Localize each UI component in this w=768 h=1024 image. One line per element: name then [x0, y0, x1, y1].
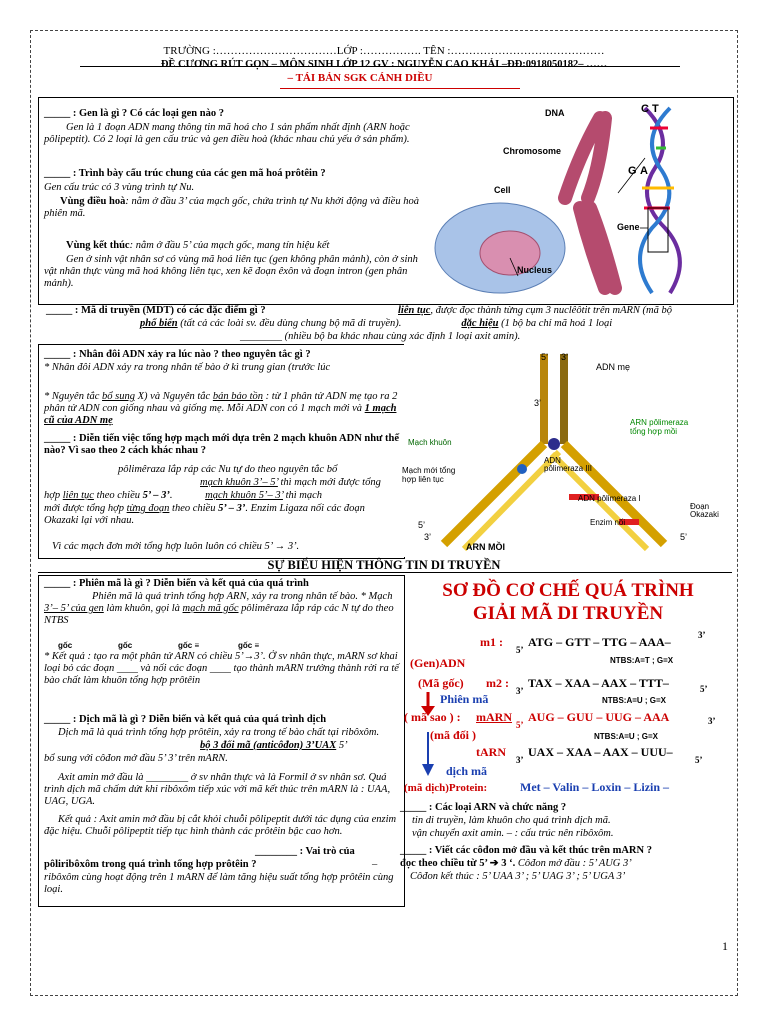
- discontinuous-label: từng đoạn: [126, 503, 170, 514]
- termination-text: : nằm ở đầu 5’ của mạch gốc, mang tín hiệu kết: [129, 240, 330, 251]
- start-amino-acid: Axit amin mở đầu là ________ ở sv nhân thực và là Formil ở sv nhân sơ. Quá trình dịch mã chấm dứt khi ribôxôm tiếp xúc với mã kết thúc trên mARN là : UAA, UAG, UGA.: [44, 772, 391, 808]
- gene-split-note: Gen ở sinh vật nhân sơ có vùng mã hoá liên tục (gen không phân mảnh), còn ở sinh vật nhân thực vùng mã hoá không liên tục, xen kẽ đoạn êxôn và đoạn intron (gen phân mảnh).: [44, 254, 418, 290]
- s3-b3e: .: [169, 490, 176, 501]
- goc-3: gốc ≡: [178, 641, 200, 650]
- ntbs-1: NTBS:A=T ; G=X: [610, 656, 674, 665]
- label-pol3: ADN: [544, 456, 561, 465]
- replication-fork-figure: [404, 344, 732, 557]
- s4-a1d: pôlimêraza lắp ráp các N tự do theo NTBS: [44, 603, 394, 627]
- fork-5-bottom: 5’: [418, 520, 426, 530]
- m1-sequence: ATG – GTT – TTG – AAA–: [528, 635, 671, 649]
- ma-doi: (mã đối ): [430, 728, 476, 742]
- label-dna: DNA: [545, 108, 565, 118]
- tarn-sequence: UAX – XAA – AAX – UUU–: [528, 745, 673, 759]
- helicase-shape: [548, 438, 560, 450]
- s3-b3c: theo chiều: [93, 490, 143, 501]
- s3-b3g: thì mạch: [282, 490, 323, 501]
- code-universal: [140, 318, 734, 330]
- template-3-5: mạch khuôn 3’– 5’: [200, 477, 278, 488]
- label-t: T: [652, 103, 659, 115]
- s3-b4a: mới được tổng hợp: [44, 503, 127, 514]
- label-g: G: [628, 165, 637, 177]
- label-cell: Cell: [494, 185, 511, 195]
- question-gene: _____ : Gen là gì ? Có các loại gen nào ?: [44, 108, 224, 119]
- answer-mrna: tin di truyền, làm khuôn cho quá trình dịch mã.: [412, 815, 611, 826]
- label-okazaki-2: Okazaki: [690, 510, 719, 519]
- code-degenerate: ________ (nhiều bộ ba khác nhau cùng xác định 1 loại axit amin).: [240, 331, 521, 342]
- label-a: A: [640, 165, 648, 177]
- s3-b3a: hợp: [44, 490, 63, 501]
- header-line-1: TRƯỜNG :……………………………LỚP :……………. TÊN :……………………………………: [163, 45, 605, 57]
- question-synthesis: _____ : Diễn tiến việc tổng hợp mạch mới dựa trên 2 mạch khuôn ADN như thế nào? Vì sao theo 2 cách khác nhau ?: [44, 433, 400, 457]
- synthesis-line-4: [44, 503, 400, 527]
- m1-five: 5’: [516, 645, 524, 655]
- reading-direction: đọc theo chiều từ 5’ ➔ 3 ‘.: [400, 858, 516, 869]
- polymerase-shape: [517, 464, 527, 474]
- dna-chromosome-figure: [430, 98, 730, 302]
- question-transcription: _____ : Phiên mã là gì ? Diễn biến và kết quả của quá trình: [44, 578, 309, 589]
- question-translation: _____ : Dịch mã là gì ? Diễn biến và kết quả của quá trình dịch: [44, 714, 327, 725]
- section-title-rule: [38, 572, 732, 573]
- answer-transcription: [44, 591, 400, 628]
- protein-sequence: Met – Valin – Loxin – Lizin –: [520, 780, 670, 794]
- header-rule-red: [280, 88, 520, 89]
- code-specific-text: (1 bộ ba chỉ mã hoá 1 loại: [498, 318, 613, 329]
- m2-label: m2 :: [486, 676, 509, 690]
- marn-sequence: AUG – GUU – UUG – AAA: [528, 710, 670, 724]
- tarn-five: 5’: [695, 755, 703, 765]
- goc-4: gốc ≡: [238, 641, 260, 650]
- label-rna-primase-2: tổng hợp mồi: [630, 427, 678, 436]
- s4-a1b: làm khuôn, gọi là: [103, 603, 183, 615]
- m2-five: 5’: [700, 684, 708, 694]
- question-polyribosome-a: ________ : Vai trò của: [255, 846, 355, 857]
- marn-three: 3’: [708, 716, 716, 726]
- answer-gene-structure: Gen cấu trúc có 3 vùng trình tự Nu.: [44, 182, 195, 193]
- s3-b4c: theo chiều: [169, 503, 219, 514]
- ntbs-2: NTBS:A=U ; G=X: [602, 696, 667, 705]
- label-ligase: Enzim nối: [590, 518, 626, 527]
- start-codon-line: bổ sung với côđon mở đầu 5’ 3’ trên mARN.: [44, 753, 228, 764]
- tarn-three: 3’: [516, 755, 524, 765]
- question-gene-structure: _____ : Trình bày cấu trúc chung của các gen mã hoá prôtêin ?: [44, 168, 326, 179]
- header-line-3: – TÁI BẢN SGK CÁNH DIỀU: [287, 72, 433, 84]
- answer-gene: Gen là 1 đoạn ADN mang thông tin mã hoá cho 1 sản phẩm nhất định (ARN hoặc pôlipeptit). Có 2 loại là gen cấu trúc và gen điều hoà (khác nhau chủ yếu ở sản phẩm).: [44, 122, 410, 146]
- label-chromosome: Chromosome: [503, 146, 562, 156]
- principle-mid: X) và Nguyên tắc: [135, 391, 213, 402]
- label-pol3-2: pôlimeraza III: [544, 464, 593, 473]
- stop-codons: Côđon kết thúc : 5’ UAA 3’ ; 5’ UAG 3’ ; 5’ UGA 3’: [410, 871, 626, 882]
- continuous-label: liên tục: [62, 490, 94, 501]
- page-number: 1: [722, 939, 728, 953]
- code-specific-title: đặc hiệu: [461, 318, 499, 329]
- question-rna-types: _____ : Các loại ARN và chức năng ?: [400, 802, 567, 813]
- m1-label: m1 :: [480, 635, 503, 649]
- dich-ma-label: dịch mã: [446, 764, 488, 778]
- question-replication: _____ : Nhân đôi ADN xảy ra lúc nào ? theo nguyên tắc gì ?: [44, 349, 311, 360]
- label-nucleus: Nucleus: [517, 265, 553, 275]
- label-pol1: ADN pôlimeraza I: [578, 494, 641, 503]
- anticodon-line: [200, 740, 400, 752]
- diagram-title-2: GIẢI MÃ DI TRUYỀN: [472, 603, 664, 624]
- s4-a1: Phiên mã là quá trình tổng hợp ARN, xảy ra trong nhân tế bào. * Mạch: [92, 591, 393, 602]
- marn-five: 5’: [516, 720, 524, 730]
- synthesis-line-1: pôlimêraza lắp ráp các Nu tự do theo nguyên tắc bổ: [118, 464, 338, 475]
- tarn-label: tARN: [476, 745, 506, 759]
- gen-adn: (Gen)ADN: [410, 656, 466, 670]
- label-primer: ARN MỒI: [466, 542, 505, 552]
- termination-title: Vùng kết thúc: [66, 240, 130, 251]
- label-parent-dna: ADN mẹ: [596, 362, 631, 372]
- ntbs-3: NTBS:A=U ; G=X: [594, 732, 659, 741]
- m2-three: 3’: [516, 686, 524, 696]
- goc-1: gốc: [58, 641, 73, 650]
- question-polyribosome-dash: –: [372, 859, 378, 870]
- transcription-result: * Kết quả : tạo ra một phân tử ARN có chiều 5’→3’. Ở sv nhân thực, mARN sơ khai loại bỏ các đoạn ____ và nối các đoạn ____ tạo thành mARN trưởng thành rời ra tế bào chất làm khuôn tổng hợp prôtêin: [44, 651, 399, 687]
- ma-sao: ( mã sao ) :: [404, 710, 461, 724]
- synthesis-line-3: [44, 490, 400, 502]
- regulatory-text: : nằm ở đầu 3’ của mạch gốc, chứa trình tự Nu khởi động và điều hoà phiên mã.: [44, 196, 419, 220]
- label-rna-primase: ARN pôlimeraza: [630, 418, 689, 427]
- gene-template: 3’– 5’ của gen: [44, 603, 104, 615]
- template-5-3: mạch khuôn 5’– 3’: [205, 490, 283, 501]
- termination-region: [44, 240, 422, 252]
- template-strand: mạch mã gốc: [182, 603, 239, 615]
- principle-old-strand: 1 mạch cũ của ADN mẹ: [44, 403, 397, 427]
- label-leading: Mạch mới tổng: [402, 466, 456, 475]
- principle-complementary: bổ sung: [102, 391, 135, 402]
- code-continuous: [398, 305, 738, 317]
- fork-3-top: 3’: [561, 352, 569, 362]
- synthesis-line-2: [200, 477, 400, 489]
- fork-3-mid: 3’: [534, 398, 542, 408]
- answer-replication: * Nhân đôi ADN xảy ra trong nhân tế bào ở kì trung gian (trước lúc: [44, 362, 331, 373]
- principle-prefix: * Nguyên tắc: [44, 391, 103, 402]
- ma-goc: (Mã gốc): [418, 676, 464, 690]
- label-gene: Gene: [617, 222, 640, 232]
- label-template: Mạch khuôn: [408, 438, 452, 447]
- translation-result: Kết quả : Axit amin mở đầu bị cắt khỏi chuỗi pôlipeptit dưới tác dụng của enzim đặc hiệu. Chuỗi pôlipeptit tiếp tục hình thành các prôtêin bậc cao hơn.: [44, 814, 397, 838]
- code-continuous-title: liên tục: [398, 305, 431, 316]
- fork-5-top: 5’: [541, 352, 549, 362]
- synthesis-line-2-text: thì mạch mới được tổng: [277, 477, 381, 488]
- principle-semiconservative: bán bảo tồn: [212, 391, 264, 402]
- regulatory-title: Vùng điều hoà: [60, 196, 126, 207]
- answer-polyribosome: ribôxôm cùng hoạt động trên 1 mARN để làm tăng hiệu suất tổng hợp prôtêin cùng loại.: [44, 872, 394, 896]
- synthesis-reason: Vì các mạch đơn mới tổng hợp luôn luôn có chiều 5’ → 3’.: [52, 541, 300, 552]
- m1-three: 3’: [698, 630, 706, 640]
- answer-translation: Dịch mã là quá trình tổng hợp prôtêin, xảy ra trong tế bào chất tại ribôxôm.: [58, 727, 380, 738]
- direction-2: 5’ – 3’: [218, 503, 246, 514]
- codon-start-line: [400, 858, 730, 870]
- ma-dich-label: (mã dịch)Protein:: [404, 782, 488, 794]
- diagram-title-1: SƠ ĐỒ CƠ CHẾ QUÁ TRÌNH: [442, 580, 694, 601]
- marn-label: mARN: [476, 710, 512, 724]
- label-leading-2: hợp liên tục: [402, 475, 444, 484]
- question-genetic-code: _____ : Mã di truyền (MDT) có các đặc điểm gì ?: [46, 305, 266, 316]
- question-polyribosome-b: pôliribôxôm trong quá trình tổng hợp prôtêin ?: [44, 859, 257, 870]
- question-codons: _____ : Viết các côđon mở đầu và kết thúc trên mARN ?: [400, 845, 652, 856]
- anticodon: bộ 3 đối mã (anticôđon) 3’UAX: [200, 740, 337, 751]
- m2-sequence: TAX – XAA – AAX – TTT–: [528, 676, 669, 690]
- code-universal-text: (tất cả các loài sv. đều dùng chung bộ mã di truyền).: [177, 318, 402, 329]
- regulatory-region: [44, 196, 422, 220]
- code-continuous-text: , được đọc thành từng cụm 3 nuclêôtit trên mARN (mã bộ: [430, 305, 672, 316]
- anticodon-end: 5’: [336, 740, 348, 751]
- section-title-expression: SỰ BIỂU HIỆN THÔNG TIN DI TRUYỀN: [267, 558, 501, 572]
- phien-ma-label: Phiên mã: [440, 692, 489, 706]
- principle-text: : từ 1 phân tử ADN mẹ tạo ra 2 phân tử ADN con giống nhau và giống mẹ. Mỗi ADN con có 1 mạch mới và: [44, 391, 398, 415]
- answer-trna-rrna: vận chuyển axit amin. – : cấu trúc nên ribôxôm.: [412, 828, 614, 839]
- direction-1: 5’ – 3’: [142, 490, 170, 501]
- header-line-2: ĐỀ CƯƠNG RÚT GỌN – MÔN SINH LỚP 12 GV : NGUYỄN CAO KHẢI –ĐĐ:0918050182– ……: [160, 59, 608, 70]
- header-rule: [80, 66, 680, 67]
- replication-principles: [44, 391, 400, 428]
- label-c: C: [641, 103, 649, 115]
- fork-5-bottom-right: 5’: [680, 532, 688, 542]
- start-codon: Côđon mở đầu : 5’ AUG 3’: [515, 858, 632, 869]
- label-okazaki: Đoạn: [690, 502, 710, 511]
- s3-b4e: . Enzim Ligaza nối các đoạn Okazaki lại với nhau.: [44, 503, 365, 527]
- goc-2: gốc: [118, 641, 133, 650]
- fork-3-bottom: 3’: [424, 532, 432, 542]
- code-universal-title: phổ biến: [140, 318, 178, 329]
